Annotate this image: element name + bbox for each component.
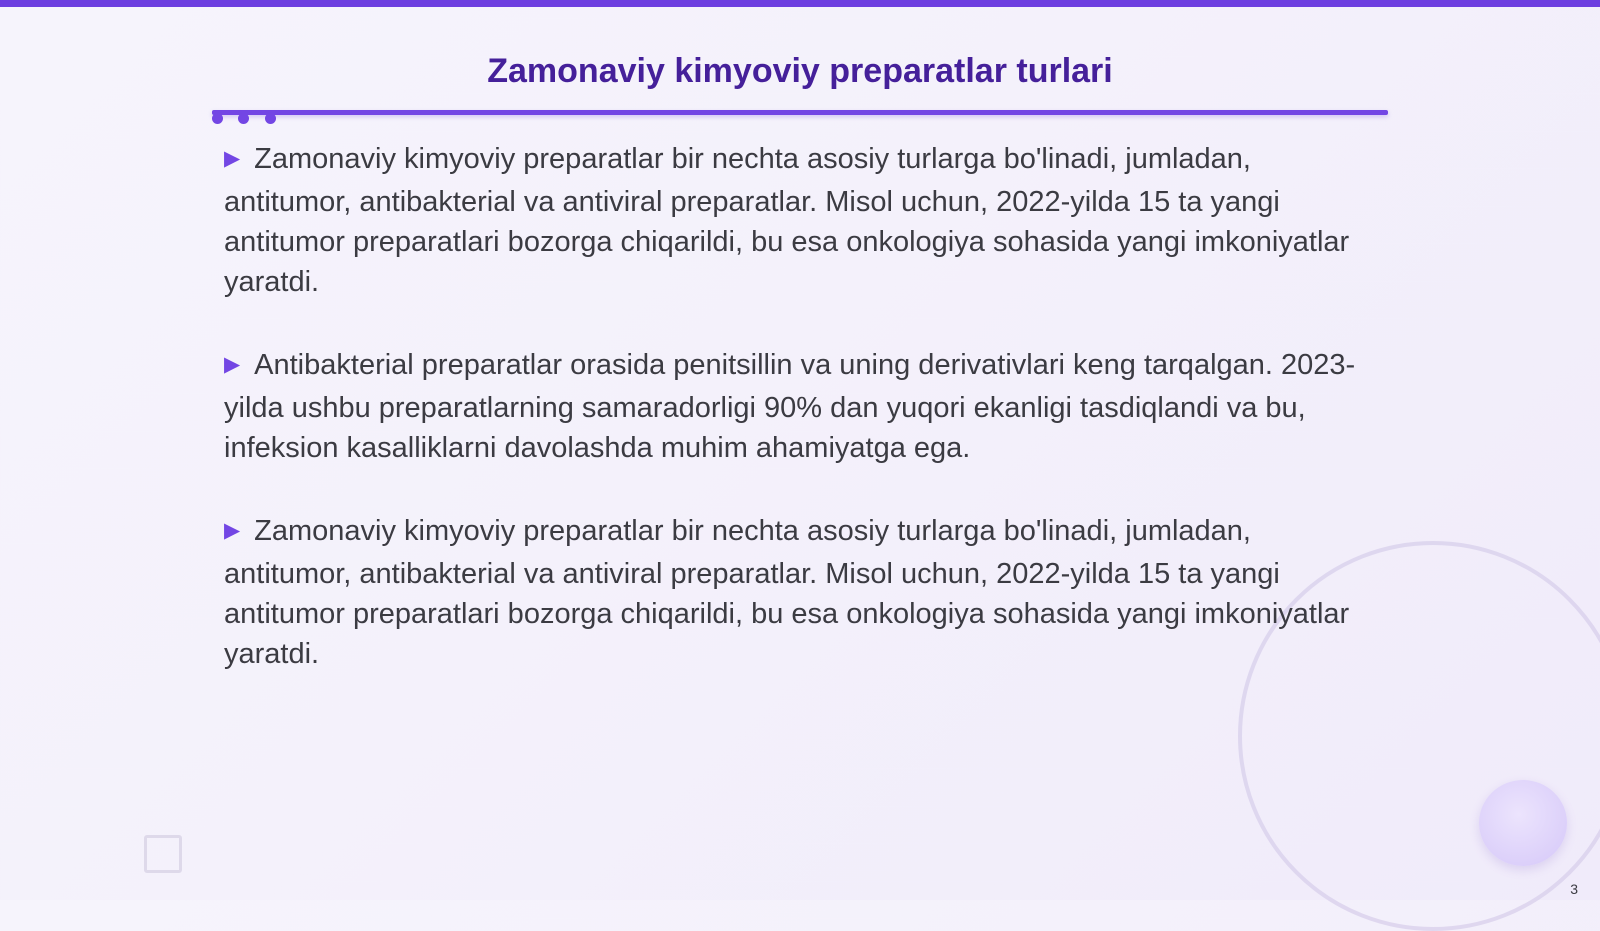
title-underline: [212, 110, 1388, 115]
bullet-paragraph-2: [224, 345, 1364, 468]
decorative-circle: [1479, 780, 1567, 866]
decorative-dot: [238, 113, 249, 124]
paragraph-text: Zamonaviy kimyoviy preparatlar bir nechta asosiy turlarga bo'linadi, jumladan, antitumor, antibakterial va antiviral preparatlar. Misol uchun, 2022-yilda 15 ta yangi antitumor preparatlari bozorga chiqarildi, bu esa onkologiya sohasida yangi imkoniyatlar yaratdi.: [224, 143, 1350, 298]
paragraph-text: Antibakterial preparatlar orasida penitsillin va uning derivativlari keng tarqalgan. 2023-yilda ushbu preparatlarning samaradorligi 90% dan yuqori ekanligi tasdiqlandi va bu, infeksion kasalliklarni davolashda muhim ahamiyatga ega.: [224, 349, 1356, 464]
slide-body: [224, 139, 1364, 674]
decorative-dot: [265, 113, 276, 124]
decorative-dot: [212, 113, 223, 124]
bullet-paragraph-1: [224, 139, 1364, 302]
top-accent-bar: [0, 0, 1600, 7]
paragraph-text: Zamonaviy kimyoviy preparatlar bir nechta asosiy turlarga bo'linadi, jumladan, antitumor, antibakterial va antiviral preparatlar. Misol uchun, 2022-yilda 15 ta yangi antitumor preparatlari bozorga chiqarildi, bu esa onkologiya sohasida yangi imkoniyatlar yaratdi.: [224, 515, 1350, 670]
decorative-square: [144, 835, 182, 873]
triangle-right-icon: ▶: [224, 353, 241, 376]
triangle-right-icon: ▶: [224, 519, 241, 542]
triangle-right-icon: ▶: [224, 147, 241, 170]
page-number: 3: [1570, 881, 1578, 897]
bullet-paragraph-3: [224, 511, 1364, 674]
slide-title: Zamonaviy kimyoviy preparatlar turlari: [487, 52, 1113, 90]
